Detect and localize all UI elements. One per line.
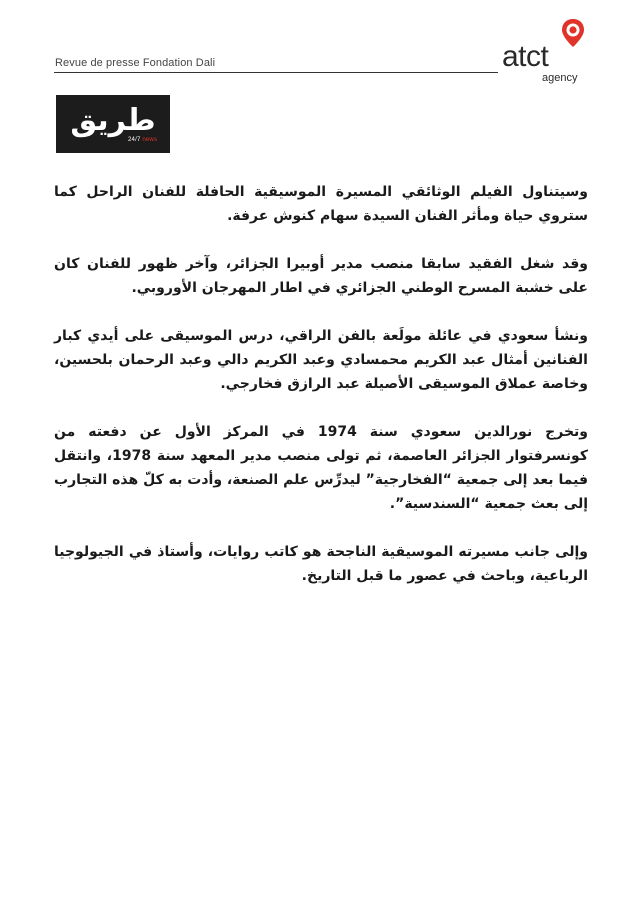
- page-header: [0, 0, 640, 90]
- article-paragraph: وتخرج نورالدين سعودي سنة 1974 في المركز الأول عن دفعته من كونسرفتوار الجزائر العاصمة، ثم تولى منصب مدير المعهد سنة 1978، وانتقل فيما بعد إلى جمعية “الفخارجية” ليدرِّس علم الصنعة، وأدت به كلّ هذه التجارب إلى بعث جمعية “السندسية”.: [54, 424, 588, 512]
- source-label: Revue de presse Fondation Dali: [55, 57, 216, 69]
- publication-logo-word: طريق: [70, 103, 156, 138]
- article-paragraph: وإلى جانب مسيرته الموسيقية الناجحة هو كاتب روايات، وأستاذ في الجيولوجيا الرباعية، وباحث في عصور ما قبل التاريخ.: [54, 544, 588, 584]
- publication-logo: [56, 95, 170, 153]
- publication-logo-tag-text: news: [142, 137, 158, 143]
- agency-logo-sub: agency: [542, 72, 578, 84]
- location-pin-icon: [560, 18, 586, 48]
- article-paragraph: وسيتناول الفيلم الوثائقي المسيرة الموسيقية الحافلة للفنان الراحل كما ستروي حياة ومأثر الفنان السيدة سهام كنوش عرفة.: [54, 184, 588, 224]
- publication-logo-tag: [128, 137, 157, 143]
- agency-logo-name: atct: [502, 40, 549, 73]
- article-paragraph: وقد شغل الفقيد سابقا منصب مدير أوبيرا الجزائر، وآخر ظهور للفنان كان على خشبة المسرح الوطني الجزائري في اطار المهرجان الأوروبي.: [54, 256, 588, 296]
- header-divider: [54, 72, 498, 73]
- publication-logo-tag-number: 24/7: [128, 137, 141, 143]
- article-paragraph: ونشأ سعودي في عائلة مولَعة بالفن الراقي، درس الموسيقى على أيدي كبار الفنانين أمثال عبد الكريم محمسادي وعبد الكريم دالي وعبد الرحمان بلحسين، وخاصة عملاق الموسيقى الأصيلة عبد الرازق فخارجي.: [54, 328, 588, 392]
- article-body: [54, 180, 588, 612]
- agency-logo: [500, 18, 590, 88]
